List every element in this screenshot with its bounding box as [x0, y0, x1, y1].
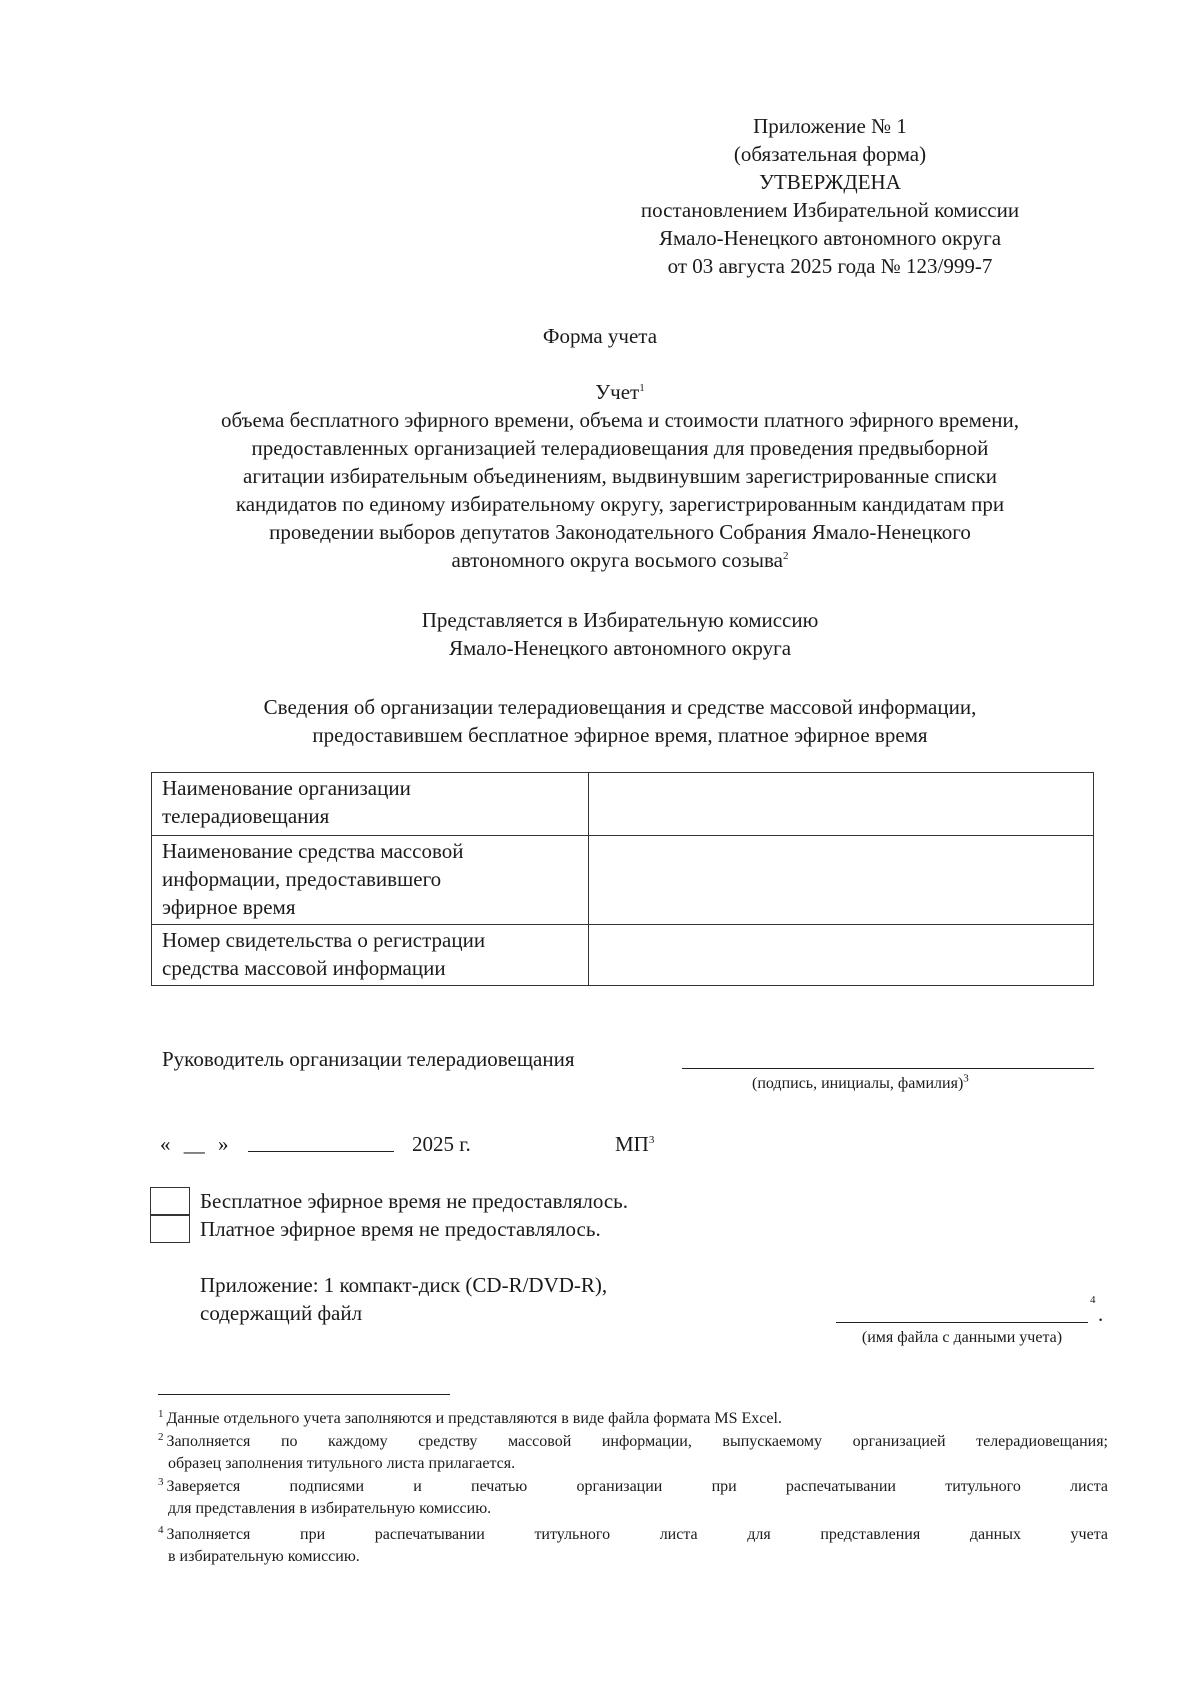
organization-name-field[interactable] — [589, 773, 1094, 836]
footnote-ref: 1 — [639, 382, 645, 394]
table-label-cell — [152, 773, 589, 836]
free-airtime-checkbox[interactable] — [150, 1187, 190, 1215]
document-title — [100, 378, 1140, 574]
footnote-text: в избирательную комиссию. — [168, 1548, 360, 1565]
label-line: средства массовой информации — [162, 956, 446, 980]
file-name-field[interactable] — [836, 1322, 1088, 1323]
footnote-text: Заверяется подписями и печатью организации при распечатывании титульного листа — [166, 1478, 1108, 1495]
media-name-field[interactable] — [589, 836, 1094, 925]
paid-airtime-label: Платное эфирное время не предоставлялось. — [200, 1217, 601, 1241]
label-line: информации, предоставившего — [162, 867, 442, 891]
table-label-cell — [152, 836, 589, 925]
attachment-end-dot: . — [1098, 1302, 1104, 1326]
registration-number-field[interactable] — [589, 925, 1094, 986]
header-line: Ямало-Ненецкого автономного округа — [658, 226, 1002, 250]
attachment-line-1: Приложение: 1 компакт-диск (CD-R/DVD-R), — [200, 1273, 608, 1297]
signature-caption: (подпись, инициалы, фамилия)$^3$ — [752, 1072, 969, 1092]
date-row — [160, 1130, 229, 1158]
title-word: Учет — [595, 380, 640, 404]
footnote-number: 1 — [158, 1407, 164, 1420]
label-line: Наименование средства массовой — [162, 839, 464, 863]
header-line: от 03 августа 2025 года № 123/999-7 — [667, 254, 993, 278]
table-label-cell — [152, 925, 589, 986]
submitted-to — [100, 606, 1140, 662]
footnote — [158, 1476, 1108, 1520]
info-heading — [100, 693, 1140, 749]
footnote-ref: 3 — [648, 1134, 655, 1146]
footnote-text: для представления в избирательную комиссию. — [168, 1500, 492, 1517]
title-line: кандидатов по единому избирательному округу, зарегистрированным кандидатам при — [235, 492, 1005, 516]
footnote-ref: 3 — [963, 1072, 969, 1085]
footnote-text: Данные отдельного учета заполняются и представляются в виде файла формата MS Excel. — [166, 1410, 782, 1427]
paid-airtime-checkbox[interactable] — [150, 1215, 190, 1243]
signature-label: Руководитель организации телерадиовещания — [162, 1047, 575, 1071]
file-name-caption: (имя файла с данными учета) — [861, 1329, 1063, 1346]
form-label: Форма учета — [542, 324, 658, 348]
footnote-text: Заполняется при распечатывании титульного листа для представления данных учета — [166, 1526, 1108, 1543]
month-field[interactable] — [248, 1151, 394, 1152]
attachment-line-2: содержащий файл — [200, 1301, 363, 1325]
broadcaster-info-table — [151, 772, 1094, 986]
title-line: предоставленных организацией телерадиовещания для проведения предвыборной — [251, 436, 989, 460]
day-field[interactable]: __ — [183, 1132, 205, 1156]
open-quote: « — [160, 1132, 171, 1156]
footnote-ref: 4 — [1090, 1294, 1096, 1306]
header-line: постановлением Избирательной комиссии — [640, 198, 1020, 222]
label-line: Наименование организации — [162, 776, 411, 800]
footnote-number: 4 — [158, 1523, 164, 1536]
footnote-number: 3 — [158, 1475, 164, 1488]
title-line: агитации избирательным объединениям, выдвинувшим зарегистрированные списки — [243, 464, 997, 488]
signature-line[interactable] — [682, 1068, 1094, 1069]
submitted-line: Ямало-Ненецкого автономного округа — [448, 636, 792, 660]
submitted-line: Представляется в Избирательную комиссию — [421, 608, 819, 632]
header-line: Приложение № 1 — [753, 114, 907, 138]
footnote-separator — [158, 1394, 450, 1395]
footnote-number: 2 — [158, 1430, 164, 1443]
info-heading-line: Сведения об организации телерадиовещания и средстве массовой информации, — [263, 695, 977, 719]
approval-header — [560, 112, 1100, 280]
footnote — [158, 1524, 1108, 1568]
label-line: эфирное время — [162, 895, 296, 919]
title-line: объема бесплатного эфирного времени, объема и стоимости платного эфирного времени, — [221, 408, 1019, 432]
table-row — [152, 836, 1094, 925]
free-airtime-label: Бесплатное эфирное время не предоставлялось. — [200, 1189, 628, 1213]
footnote-text: образец заполнения титульного листа прилагается. — [168, 1455, 516, 1472]
title-line: проведении выборов депутатов Законодательного Собрания Ямало-Ненецкого — [269, 520, 971, 544]
header-line: (обязательная форма) — [733, 142, 927, 166]
info-heading-line: предоставившем бесплатное эфирное время, платное эфирное время — [312, 723, 928, 747]
header-line: УТВЕРЖДЕНА — [759, 170, 901, 194]
title-line: автономного округа восьмого созыва — [451, 548, 783, 572]
label-line: телерадиовещания — [162, 804, 330, 828]
stamp-place: $МП^3$ — [615, 1132, 655, 1156]
label-line: Номер свидетельства о регистрации — [162, 928, 486, 952]
date-year: 2025 г. — [412, 1132, 471, 1156]
footnote — [158, 1408, 1108, 1430]
footnote-ref: 2 — [782, 550, 789, 562]
footnote-text: Заполняется по каждому средству массовой информации, выпускаемому организацией телерадиовещания; — [166, 1433, 1108, 1450]
footnote — [158, 1431, 1108, 1475]
table-row — [152, 773, 1094, 836]
close-quote: » — [218, 1132, 229, 1156]
table-row — [152, 925, 1094, 986]
